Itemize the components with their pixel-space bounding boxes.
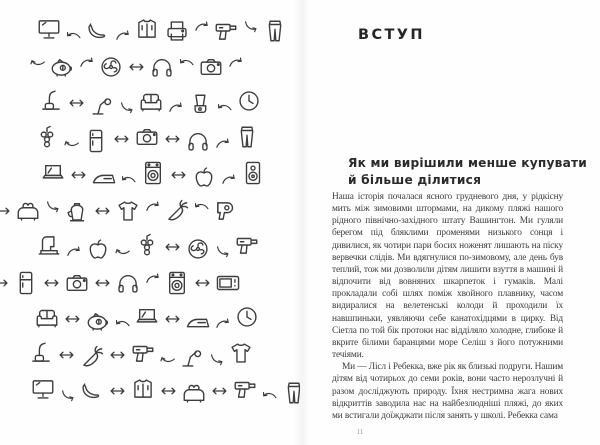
bananas-icon [79,380,105,406]
drill-icon [232,376,258,402]
carrot-icon [79,344,105,370]
washing-machine-icon [140,160,166,186]
double-arrow-icon [94,277,111,289]
printer-icon [164,18,190,44]
paragraph: Ми — Лісл і Ребекка, вже рік як близькі подруги. Нашим дітям від чотирьох до семи років, вони часто нерозлучні й разом досліджують природу. Їхня нестримна жага нових відкриттів заводила нас на найбезлюдніші пляжі, до яких ми встигали доїжджати після занять у школі. Ребекка сама [332,362,563,421]
curved-arrow-icon [178,54,196,70]
washing-machine-icon [164,270,190,296]
curved-arrow-icon [145,200,160,213]
double-arrow-icon [128,61,145,73]
double-arrow-icon [0,205,11,217]
chapter-heading: ВСТУП [358,27,425,43]
drill-icon [130,340,156,366]
laptop-icon [134,304,160,330]
icon-row [34,121,300,157]
curved-arrow-icon [242,18,259,33]
curved-arrow-icon [62,134,81,153]
curved-arrow-icon [215,137,230,150]
curved-arrow-icon [65,27,83,43]
icon-row [40,157,300,193]
carrot-icon [164,198,190,224]
curved-arrow-icon [261,387,279,403]
curved-arrow-icon [214,243,231,258]
icon-row [38,85,300,121]
curved-arrow-icon [208,351,225,366]
curved-arrow-icon [66,245,81,258]
icon-row [30,373,300,409]
body-text [332,191,563,422]
camera-icon [64,270,90,296]
section-title-line-1: Як ми вирішили менше купувати [348,156,588,170]
drill-icon [234,232,260,258]
piggy-bank-icon [49,54,75,80]
sofa-icon [34,304,60,330]
kettle-icon [64,198,90,224]
curved-arrow-icon [168,101,183,114]
curved-arrow-icon [145,272,160,285]
curved-arrow-icon [120,171,138,187]
bananas-icon [85,20,111,46]
t-shirt-icon [228,340,254,366]
right-page [300,0,600,445]
double-arrow-icon [43,277,60,289]
curved-arrow-icon [113,242,132,261]
piggy-bank-icon [85,308,111,334]
double-arrow-icon [109,385,126,397]
icon-row [34,301,300,337]
section-title [348,155,587,189]
sofa-icon [138,88,164,114]
curved-arrow-icon [79,56,94,69]
sewing-machine-icon [36,232,62,258]
double-arrow-icon [58,349,75,361]
microwave-icon [215,270,241,296]
double-arrow-icon [0,277,9,289]
blender-icon [187,92,213,118]
laptop-icon [40,160,66,186]
double-arrow-icon [164,313,181,325]
double-arrow-icon [94,205,111,217]
camera-icon [134,124,160,150]
monitor-icon [30,376,56,402]
curved-arrow-icon [118,99,135,114]
toaster-icon [15,198,41,224]
curved-arrow-icon [221,173,236,186]
fridge-icon [83,128,109,154]
icon-row [28,337,300,373]
camera-icon [198,54,224,80]
monitor-icon [36,16,62,42]
jacket-icon [134,16,160,42]
curved-arrow-icon [193,198,211,214]
iron-icon [91,164,117,190]
vacuum-cleaner-icon [28,340,54,366]
page-number: 11 [356,428,364,436]
double-arrow-icon [160,385,177,397]
double-arrow-icon [109,349,126,361]
jeans-icon [234,124,260,150]
curved-arrow-icon [59,387,76,402]
headphones-icon [185,128,211,154]
curved-arrow-icon [114,315,132,331]
drill-icon [213,18,239,44]
icon-row [0,193,300,229]
desk-lamp-icon [89,92,115,118]
double-arrow-icon [211,385,228,397]
fan-icon [185,236,211,262]
double-arrow-icon [194,277,211,289]
paragraph: Наша історія почалася ясного грудневого дня, у рідкісну мить між зимовими штормами, на дикому пляжі нашого рідного північно-західного штату Вашингтон. Ми гуляли берегом під бляклими променями низького сонця і дивилися, як чотири пари босих ноженят лишають на піску вервечки слідів. Ми вдягнулися по-зимовому, але день був теплий, тож ми дозволили дітям лишити взуття в машині й відпочити від вовняних шкарпеток і гумаків. Малі прокладали собі шлях поміж хвойного плавнику, часом видиралися на велетенські колоди й проходили їх навшпиньки, уявляючи себе канатохідцями в цирку. Від Сіетла по той бік протоки нас відділяло холодне, глибоке й вкрите білими баранцями море Селіш з його потужними течіями. [332,192,563,361]
grapes-icon [34,124,60,150]
icon-pattern [0,0,300,409]
t-shirt-icon [115,198,141,224]
hair-dryer-icon [213,198,239,224]
jeans-icon [281,380,300,406]
speaker-icon [240,160,266,186]
headphones-icon [149,54,175,80]
double-arrow-icon [64,313,81,325]
vacuum-cleaner-icon [38,88,64,114]
desk-lamp-icon [179,344,205,370]
double-arrow-icon [113,133,130,145]
jacket-icon [130,376,156,402]
curved-arrow-icon [44,198,61,213]
double-arrow-icon [68,97,85,109]
curved-arrow-icon [228,56,243,69]
apple-icon [85,236,111,262]
double-arrow-icon [164,241,181,253]
wall-clock-icon [234,304,260,330]
grapes-icon [134,232,160,258]
double-arrow-icon [170,169,187,181]
curved-arrow-icon [216,99,234,115]
curved-arrow-icon [28,53,47,72]
icon-row [30,49,300,85]
curved-arrow-icon [215,317,230,330]
section-title-line-2: й більше ділитися [348,173,482,187]
apple-icon [191,164,217,190]
double-arrow-icon [164,133,181,145]
iron-icon [185,308,211,334]
fridge-icon [13,270,39,296]
double-arrow-icon [70,169,87,181]
toaster-icon [181,380,207,406]
fan-icon [98,54,124,80]
curved-arrow-icon [158,350,177,369]
wall-clock-icon [236,88,262,114]
headphones-icon [115,270,141,296]
icon-row [36,13,300,49]
jeans-icon [262,18,288,44]
curved-arrow-icon [115,29,130,42]
icon-row [0,265,300,301]
icon-row [36,229,300,265]
curved-arrow-icon [194,20,209,33]
